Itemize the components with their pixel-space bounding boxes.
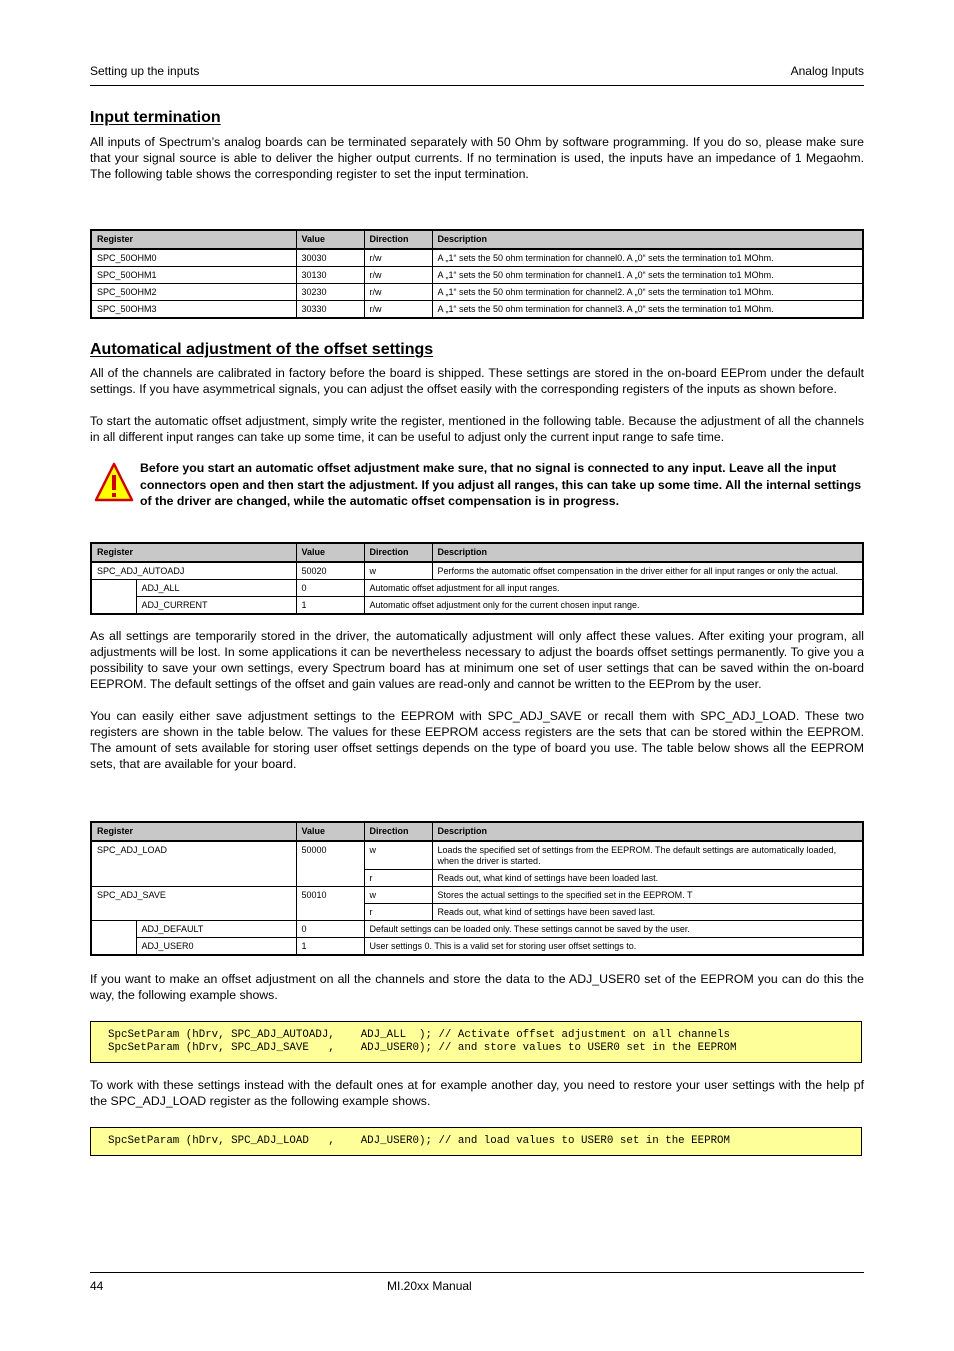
indent-cell bbox=[91, 921, 136, 938]
cell-direction: r/w bbox=[364, 284, 432, 301]
table-row bbox=[91, 841, 863, 870]
table-row bbox=[91, 301, 863, 319]
cell-direction: r/w bbox=[364, 249, 432, 267]
footer-rule bbox=[90, 1272, 864, 1273]
cell-value: 50010 bbox=[296, 887, 364, 921]
code-block-load bbox=[90, 1127, 862, 1156]
cell-description: Reads out, what kind of settings have been loaded last. bbox=[432, 870, 863, 887]
cell-description: A „1“ sets the 50 ohm termination for channel1. A „0“ sets the termination to1 MOhm. bbox=[432, 267, 863, 284]
cell-value: 30230 bbox=[296, 284, 364, 301]
indent-cell bbox=[91, 580, 136, 597]
col-header-direction: Direction bbox=[364, 543, 432, 562]
cell-value: 1 bbox=[296, 938, 364, 956]
warning-triangle-icon bbox=[94, 462, 134, 502]
col-header-value: Value bbox=[296, 543, 364, 562]
cell-description: Stores the actual settings to the specified set in the EEPROM. T bbox=[432, 887, 863, 904]
warning-text: Before you start an automatic offset adjustment make sure, that no signal is connected to any input. Leave all the input connectors open and then start the adjustment. If you adjust all ranges, this can take up some time. All the internal settings of the driver are changed, while the automatic offset compensation is in progress. bbox=[140, 461, 862, 508]
cell-description: A „1“ sets the 50 ohm termination for channel0. A „0“ sets the termination to1 MOhm. bbox=[432, 249, 863, 267]
code-line: SpcSetParam (hDrv, SPC_ADJ_AUTOADJ, ADJ_ALL ); // Activate offset adjustment on all channels bbox=[108, 1029, 731, 1041]
cell-register: SPC_ADJ_AUTOADJ bbox=[91, 562, 296, 580]
col-header-value: Value bbox=[296, 230, 364, 249]
table-row bbox=[91, 562, 863, 580]
manual-name: MI.20xx Manual bbox=[387, 1279, 472, 1293]
table-row bbox=[91, 580, 863, 597]
code-line: SpcSetParam (hDrv, SPC_ADJ_LOAD , ADJ_USER0); // and load values to USER0 set in the EEPROM bbox=[108, 1135, 731, 1147]
cell-value: 0 bbox=[296, 921, 364, 938]
col-header-description: Description bbox=[432, 822, 863, 841]
cell-register: SPC_50OHM3 bbox=[91, 301, 296, 319]
col-header-value: Value bbox=[296, 822, 364, 841]
paragraph-offset-1: All of the channels are calibrated in factory before the board is shipped. These settings are stored in the on-board EEProm under the default settings. If you have asymmetrical signals, you can adjust the offset easily with the corresponding registers of the inputs as shown before. bbox=[90, 366, 864, 396]
code-line: SpcSetParam (hDrv, SPC_ADJ_SAVE , ADJ_USER0); // and store values to USER0 set in the EEPROM bbox=[108, 1042, 737, 1054]
cell-description: Performs the automatic offset compensation in the driver either for all input ranges or only the actual. bbox=[432, 562, 863, 580]
cell-direction: r bbox=[364, 870, 432, 887]
indent-cell bbox=[91, 597, 136, 615]
cell-direction: r/w bbox=[364, 267, 432, 284]
cell-value: 30130 bbox=[296, 267, 364, 284]
paragraph-offset-2: To start the automatic offset adjustment, simply write the register, mentioned in the following table. Because the adjustment of all the channels in all different input ranges can take up some time, it can be useful to adjust only the current input range to safe time. bbox=[90, 414, 864, 444]
page-number: 44 bbox=[90, 1279, 104, 1293]
col-header-register: Register bbox=[91, 230, 296, 249]
cell-description: A „1“ sets the 50 ohm termination for channel3. A „0“ sets the termination to1 MOhm. bbox=[432, 301, 863, 319]
paragraph-input-termination: All inputs of Spectrum’s analog boards can be terminated separately with 50 Ohm by software programming. If you do so, please make sure that your signal source is able to deliver the higher output currents. If no termination is used, the inputs have an impedance of 1 Megaohm. The following table shows the corresponding register to set the input termination. bbox=[90, 135, 864, 181]
cell-register: SPC_50OHM0 bbox=[91, 249, 296, 267]
cell-register: SPC_50OHM2 bbox=[91, 284, 296, 301]
col-header-direction: Direction bbox=[364, 822, 432, 841]
table-row bbox=[91, 249, 863, 267]
cell-description: A „1“ sets the 50 ohm termination for channel2. A „0“ sets the termination to1 MOhm. bbox=[432, 284, 863, 301]
cell-register: ADJ_ALL bbox=[136, 580, 296, 597]
cell-register: ADJ_DEFAULT bbox=[136, 921, 296, 938]
cell-value: 50000 bbox=[296, 841, 364, 887]
col-header-register: Register bbox=[91, 543, 296, 562]
cell-description: Automatic offset adjustment only for the current chosen input range. bbox=[364, 597, 863, 615]
col-header-description: Description bbox=[432, 230, 863, 249]
cell-value: 50020 bbox=[296, 562, 364, 580]
cell-register: SPC_50OHM1 bbox=[91, 267, 296, 284]
section-title-offset-adjustment: Automatical adjustment of the offset settings bbox=[90, 341, 434, 358]
cell-value: 1 bbox=[296, 597, 364, 615]
table-row bbox=[91, 597, 863, 615]
cell-register: ADJ_CURRENT bbox=[136, 597, 296, 615]
paragraph-restore-intro: To work with these settings instead with the default ones at for example another day, you need to restore your user settings with the help pf the SPC_ADJ_LOAD register as the following example shows. bbox=[90, 1078, 864, 1108]
paragraph-example-intro: If you want to make an offset adjustment on all the channels and store the data to the ADJ_USER0 set of the EEPROM you can do this the way, the following example shows. bbox=[90, 972, 864, 1002]
cell-description: Default settings can be loaded only. These settings cannot be saved by the user. bbox=[364, 921, 863, 938]
cell-direction: r bbox=[364, 904, 432, 921]
col-header-direction: Direction bbox=[364, 230, 432, 249]
eeprom-register-table bbox=[90, 821, 864, 956]
autoadj-register-table bbox=[90, 542, 864, 615]
table-row bbox=[91, 921, 863, 938]
paragraph-save-recall: You can easily either save adjustment settings to the EEPROM with SPC_ADJ_SAVE or recall them with SPC_ADJ_LOAD. These two registers are shown in the table below. The values for these EEPROM access registers are the sets that can be stored within the EEPROM. The amount of sets available for storing user offset settings depends on the type of board you use. The table below shows all the EEPROM sets, that are available for your board. bbox=[90, 709, 864, 771]
cell-description: Reads out, what kind of settings have been saved last. bbox=[432, 904, 863, 921]
paragraph-settings-stored: As all settings are temporarily stored in the driver, the automatically adjustment will only affect these values. After exiting your program, all adjustments will be lost. In some applications it can be nevertheless necessary to adjust the boards offset settings permanently. To give you a possibility to save your own settings, every Spectrum board has at minimum one set of user settings that can be saved within the on-board EEPROM. The default settings of the offset and gain values are read-only and cannot be written to the EEProm by the user. bbox=[90, 629, 864, 691]
cell-value: 30330 bbox=[296, 301, 364, 319]
cell-direction: w bbox=[364, 841, 432, 870]
table-row bbox=[91, 938, 863, 956]
cell-value: 0 bbox=[296, 580, 364, 597]
section-title-input-termination: Input termination bbox=[90, 109, 221, 126]
header-right: Analog Inputs bbox=[790, 64, 864, 78]
code-block-save bbox=[90, 1021, 862, 1063]
cell-description: User settings 0. This is a valid set for storing user offset settings to. bbox=[364, 938, 863, 956]
indent-cell bbox=[91, 938, 136, 956]
termination-register-table bbox=[90, 229, 864, 319]
col-header-description: Description bbox=[432, 543, 863, 562]
header-left: Setting up the inputs bbox=[90, 64, 200, 78]
table-row bbox=[91, 887, 863, 904]
col-header-register: Register bbox=[91, 822, 296, 841]
cell-description: Automatic offset adjustment for all input ranges. bbox=[364, 580, 863, 597]
cell-direction: r/w bbox=[364, 301, 432, 319]
cell-direction: w bbox=[364, 562, 432, 580]
table-row bbox=[91, 284, 863, 301]
cell-register: SPC_ADJ_SAVE bbox=[91, 887, 296, 921]
cell-register: ADJ_USER0 bbox=[136, 938, 296, 956]
cell-register: SPC_ADJ_LOAD bbox=[91, 841, 296, 887]
table-row bbox=[91, 267, 863, 284]
header-rule bbox=[90, 85, 864, 86]
cell-value: 30030 bbox=[296, 249, 364, 267]
cell-direction: w bbox=[364, 887, 432, 904]
cell-description: Loads the specified set of settings from the EEPROM. The default settings are automatically loaded, when the driver is started. bbox=[432, 841, 863, 870]
